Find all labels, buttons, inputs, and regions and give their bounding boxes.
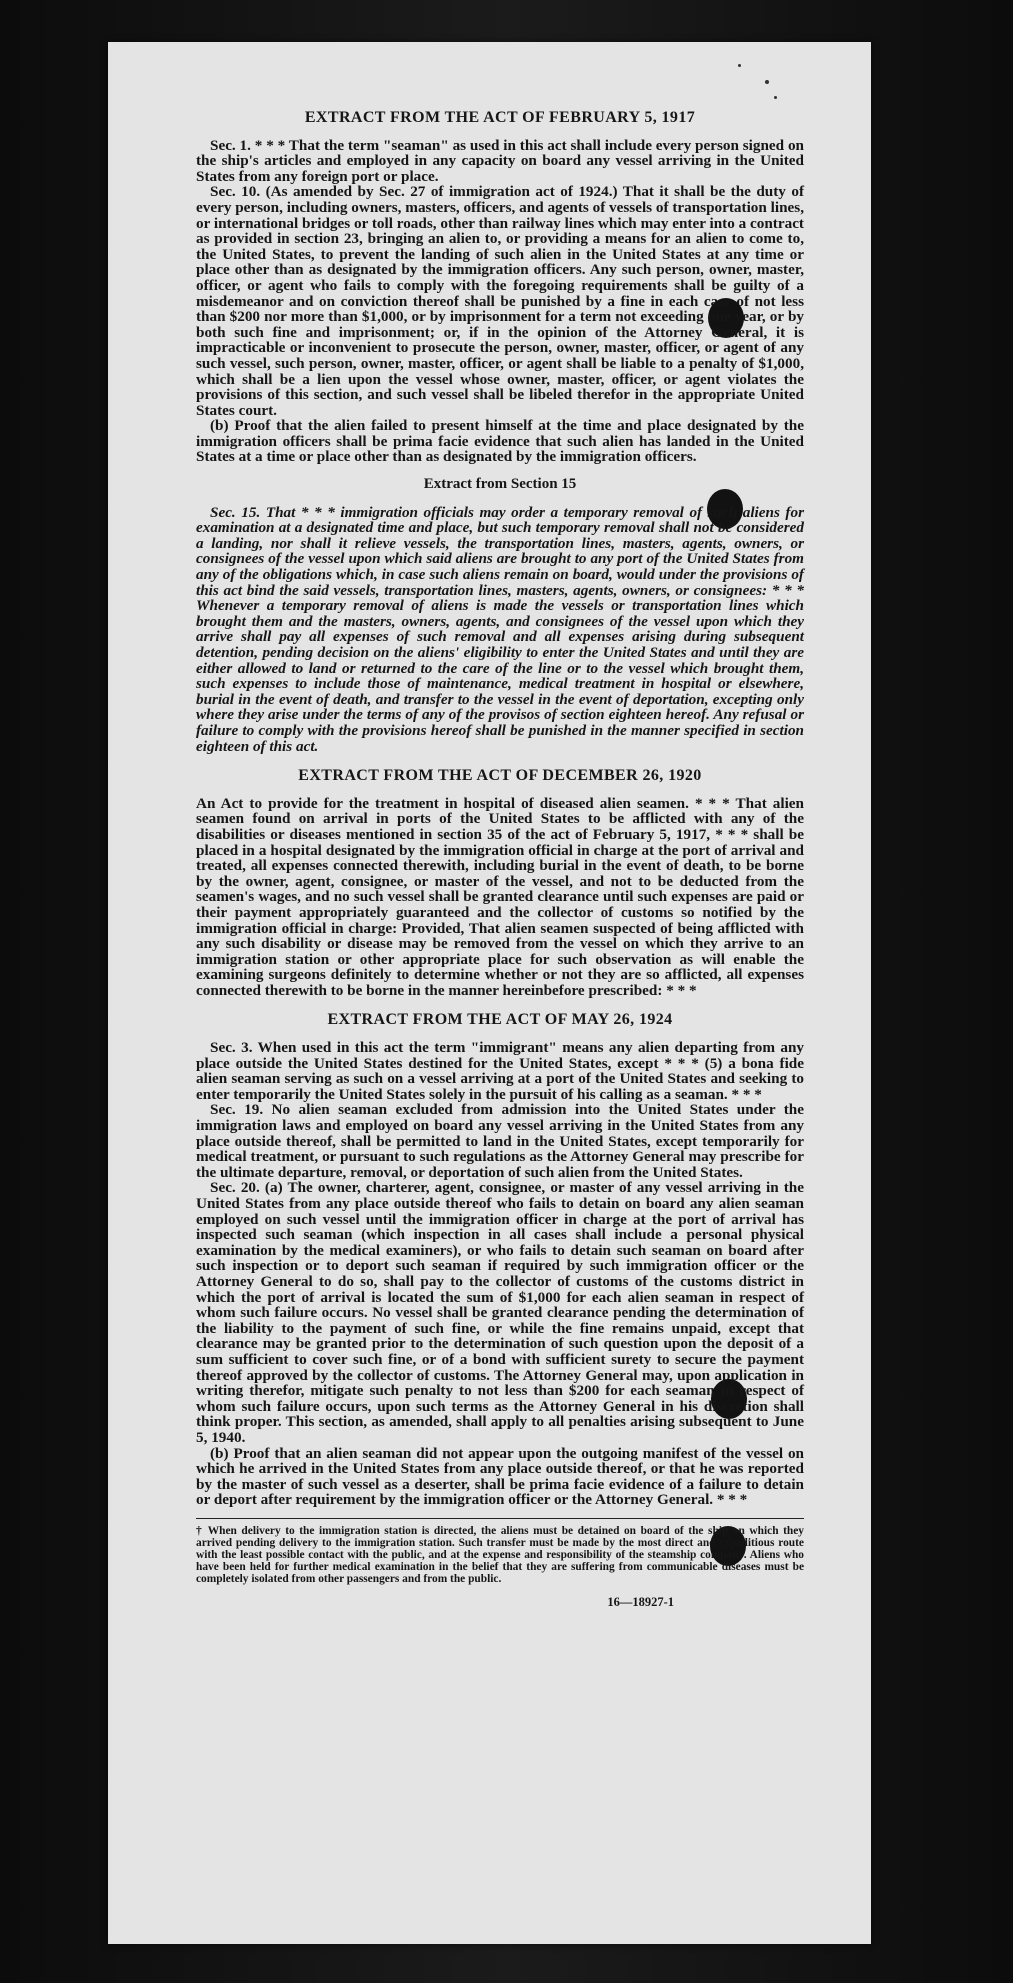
paragraph-sec-20b: (b) Proof that an alien seaman did not appear upon the outgoing manifest of the vessel on which he arrived in the United States from any place outside thereof, or that he was reported by the master of such vessel as a deserter, shall be prima facie evidence of a failure to detain or deport after requirement by the immigration officer or the Attorney General. * * * xyxy=(196,1444,804,1509)
paragraph-sec-19: Sec. 19. No alien seaman excluded from admission into the United States under the immigration laws and employed on board any vessel arriving in the United States from any place outside thereof, shall be permitted to land in the United States, except temporarily for medical treatment, or pursuant to such regulations as the Attorney General may prescribe for the ultimate departure, removal, or deportation of such alien from the United States. xyxy=(196,1101,804,1181)
dust-speck xyxy=(774,96,777,99)
paragraph-sec-10: Sec. 10. (As amended by Sec. 27 of immigration act of 1924.) That it shall be the duty of every person, including owners, masters, officers, and agents of vessels of transportation lines, or international bridges or toll roads, other than railway lines which may enter into a contract as provided in section 23, bringing an alien to, or providing a means for an alien to come to, the United States, to prevent the landing of such alien in the United States at any time or place other than as designated by the immigration officers. Any such person, owner, master, officer, or agent who fails to comply with the foregoing requirements shall be guilty of a misdemeanor and on conviction thereof shall be punished by a fine in each case of not less than $200 nor more than $1,000, or by imprisonment for a term not exceeding one year, or by both such fine and imprisonment; or, if in the opinion of the Attorney General, it is impracticable or inconvenient to prosecute the person, owner, master, officer, or agent of any such vessel, such person, owner, master, officer, or agent shall be liable to a penalty of $1,000, which shall be a lien upon the vessel whose owner, master, officer, or agent violates the provisions of this section, and such vessel shall be libeled therefor in the appropriate United States court. xyxy=(196,183,804,419)
paragraph-sec-15: Sec. 15. That * * * immigration officials may order a temporary removal of such aliens for examination at a designated time and place, but such temporary removal shall not be considered a landing, nor shall it relieve vessels, the transportation lines, masters, agents, owners, or consignees of the vessel upon which said aliens are brought to any port of the United States from any of the obligations which, in case such aliens remain on board, would under the provisions of this act bind the said vessels, transportation lines, masters, agents, owners, or consignees: * * * Whenever a temporary removal of aliens is made the vessels or transportation lines which brought them and the masters, owners, agents, and consignees of the vessel upon which they arrive shall pay all expenses of such removal and all expenses arising during subsequent detention, pending decision on the aliens' eligibility to enter the United States and until they are either allowed to land or returned to the care of the line or to the vessel which brought them, such expenses to include those of maintenance, medical treatment in hospital or elsewhere, burial in the event of death, and transfer to the vessel in the event of deportation, excepting only where they arise under the terms of any of the provisos of section eighteen hereof. Any refusal or failure to comply with the provisions hereof shall be punished in the manner specified in section eighteen of this act. xyxy=(196,503,804,755)
heading-act-1917: EXTRACT FROM THE ACT OF FEBRUARY 5, 1917 xyxy=(304,109,696,126)
footnote-divider xyxy=(196,1518,804,1519)
paragraph-sec-1: Sec. 1. * * * That the term "seaman" as used in this act shall include every person signed on the ship's articles and employed in any capacity on board any vessel arriving in the United States from any foreign port or place. xyxy=(196,136,804,185)
paragraph-sec-10b: (b) Proof that the alien failed to present himself at the time and place designated by the immigration officers shall be prima facie evidence that such alien has landed in the United States at a time or place other than as designated by the immigration officers. xyxy=(196,417,804,466)
form-number: 16—18927-1 xyxy=(607,1594,674,1609)
footnote: † When delivery to the immigration station is directed, the aliens must be detained on board of the ship on which they arrived pending delivery to the immigration station. Such transfer must be made by the most direct and expeditious route with the least possible contact with the public, and at the expense and responsibility of the steamship company. Aliens who have been held for further medical examination in the belief that they are suffering from communicable diseases must be completely isolated from other passengers and from the public. xyxy=(196,1524,804,1585)
heading-act-1920: EXTRACT FROM THE ACT OF DECEMBER 26, 1920 xyxy=(298,767,702,785)
paragraph-act-1920: An Act to provide for the treatment in hospital of diseased alien seamen. * * * That alien seamen found on arrival in ports of the United States to be afflicted with any of the disabilities or diseases mentioned in section 35 of the act of February 5, 1917, * * * shall be placed in a hospital designated by the immigration official in charge at the port of arrival and treated, all expenses connected therewith, including burial in the event of death, to be borne by the owner, agent, consignee, or master of the vessel, and not to be deducted from the seamen's wages, and no such vessel shall be granted clearance until such expenses are paid or their payment appropriately guaranteed and the collector of customs so notified by the immigration official in charge: Provided, That alien seamen suspected of being afflicted with any such disability or disease may be removed from the vessel on which they arrive to an immigration station or other appropriate place for such observation as will enable the examining surgeons definitely to determine whether or not they are so afflicted, all expenses connected therewith to be borne in the manner hereinbefore prescribed: * * * xyxy=(196,794,804,999)
dust-speck xyxy=(738,64,741,67)
spacer xyxy=(196,998,804,1012)
document-body xyxy=(196,110,804,1610)
spacer xyxy=(196,754,804,768)
heading-act-1924: EXTRACT FROM THE ACT OF MAY 26, 1924 xyxy=(327,1011,673,1029)
paragraph-sec-3: Sec. 3. When used in this act the term "immigrant" means any alien departing from any place outside the United States destined for the United States, except * * * (5) a bona fide alien seaman serving as such on a vessel arriving at a port of the United States and seeking to enter temporarily the United States solely in the pursuit of his calling as a seaman. * * * xyxy=(196,1039,804,1103)
dust-speck xyxy=(765,80,769,84)
paragraph-sec-20: Sec. 20. (a) The owner, charterer, agent, consignee, or master of any vessel arriving in the United States from any place outside thereof who fails to detain on board any alien seaman employed on such vessel until the immigration officer in charge at the port of arrival has inspected such seaman (which inspection in all cases shall include a personal physical examination by the medical examiners), or who fails to detain such seaman on board after such inspection or to deport such seaman if required by such immigration officer or the Attorney General to do so, shall pay to the collector of customs of the customs district in which the port of arrival is located the sum of $1,000 for each alien seaman in respect of whom such failure occurs. No vessel shall be granted clearance pending the determination of the liability to the payment of such fine, or while the fine remains unpaid, except that clearance may be granted prior to the determination of such question upon the deposit of a sum sufficient to cover such fine, or of a bond with sufficient surety to secure the payment thereof approved by the collector of customs. The Attorney General may, upon application in writing therefor, mitigate such penalty to not less than $200 for each seaman in respect of whom such failure occurs, upon such terms as the Attorney General in his discretion shall think proper. This section, as amended, shall apply to all penalties arising subsequent to June 5, 1940. xyxy=(196,1179,804,1446)
document-page xyxy=(108,42,871,1944)
subheading-section-15: Extract from Section 15 xyxy=(423,476,577,493)
